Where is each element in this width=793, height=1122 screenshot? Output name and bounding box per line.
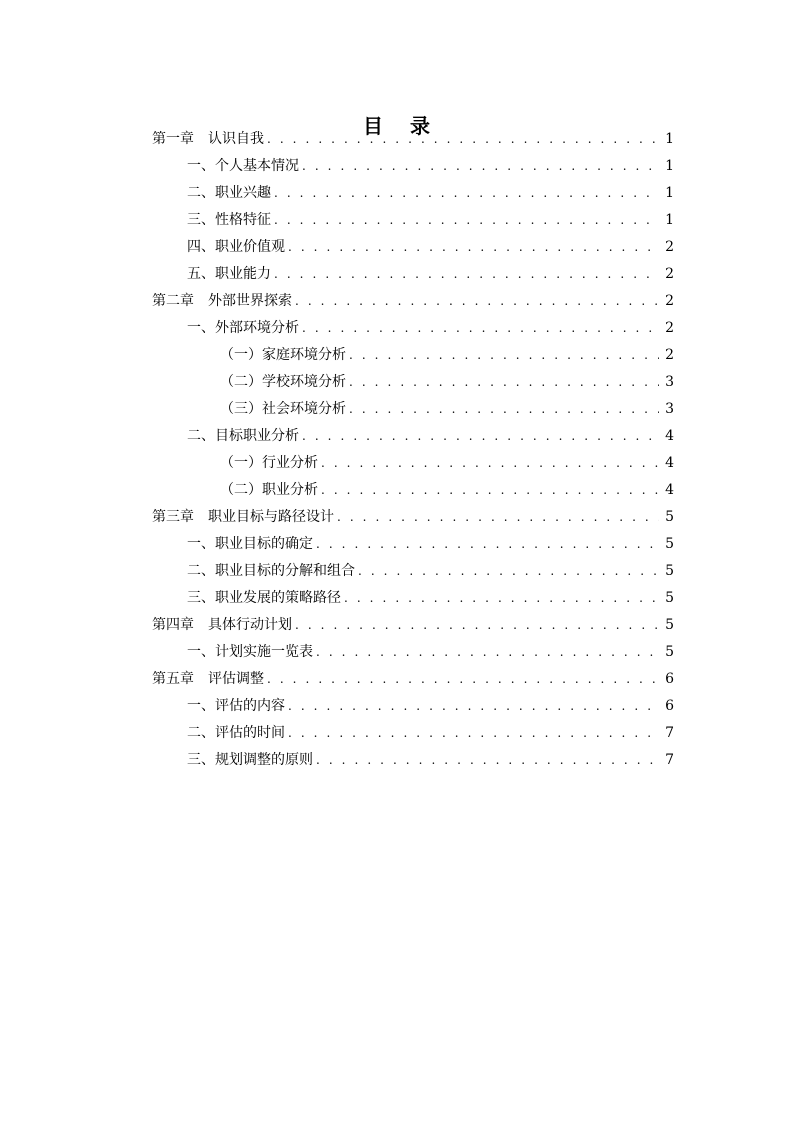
toc-entry-text: 一、计划实施一览表 — [187, 644, 313, 660]
toc-entry-text: 第二章 外部世界探索 — [152, 293, 292, 309]
toc-page-number: 5 — [665, 536, 674, 552]
toc-page-number: 5 — [665, 509, 674, 525]
toc-page-number: 5 — [665, 590, 674, 606]
toc-leader-dots — [274, 207, 659, 234]
toc-leader-dots — [321, 450, 659, 477]
toc-leader-dots — [295, 288, 659, 315]
toc-entry-text: 三、职业发展的策略路径 — [187, 590, 341, 606]
toc-entry-section[interactable] — [152, 693, 674, 720]
toc-entry-text: （一）行业分析 — [220, 455, 318, 471]
toc-leader-dots — [358, 558, 659, 585]
toc-entry-text: 第三章 职业目标与路径设计 — [152, 509, 334, 525]
toc-leader-dots — [288, 720, 659, 747]
toc-page-number: 5 — [665, 644, 674, 660]
toc-entry-text: （一）家庭环境分析 — [220, 347, 346, 363]
toc-entry-text: 二、职业目标的分解和组合 — [187, 563, 355, 579]
toc-leader-dots — [321, 477, 659, 504]
toc-page-number: 2 — [665, 293, 674, 309]
toc-entry-section[interactable] — [152, 639, 674, 666]
toc-page-number: 2 — [665, 266, 674, 282]
toc-leader-dots — [302, 153, 659, 180]
toc-entry-text: （二）学校环境分析 — [220, 374, 346, 390]
toc-entry-chapter[interactable] — [152, 504, 674, 531]
toc-entry-section[interactable] — [152, 153, 674, 180]
toc-leader-dots — [316, 639, 659, 666]
toc-page-number: 7 — [665, 725, 674, 741]
toc-entry-section[interactable] — [152, 747, 674, 774]
toc-leader-dots — [302, 315, 659, 342]
toc-entry-text: 四、职业价值观 — [187, 239, 285, 255]
toc-entry-text: 第四章 具体行动计划 — [152, 617, 292, 633]
toc-page-number: 7 — [665, 752, 674, 768]
toc-leader-dots — [295, 612, 659, 639]
toc-entry-section[interactable] — [152, 261, 674, 288]
toc-entry-section[interactable] — [152, 531, 674, 558]
toc-leader-dots — [344, 585, 659, 612]
toc-entry-text: （二）职业分析 — [220, 482, 318, 498]
toc-leader-dots — [274, 180, 659, 207]
toc-entry-text: 二、评估的时间 — [187, 725, 285, 741]
toc-page-number: 2 — [665, 239, 674, 255]
toc-page-number: 2 — [665, 320, 674, 336]
toc-entry-text: 一、评估的内容 — [187, 698, 285, 714]
toc-entry-section[interactable] — [152, 234, 674, 261]
toc-leader-dots — [267, 126, 659, 153]
toc-entry-text: （三）社会环境分析 — [220, 401, 346, 417]
toc-entry-subsection[interactable] — [152, 396, 674, 423]
toc-entry-text: 一、个人基本情况 — [187, 158, 299, 174]
toc-leader-dots — [349, 342, 659, 369]
toc-entry-section[interactable] — [152, 558, 674, 585]
toc-page-number: 2 — [665, 347, 674, 363]
toc-entry-subsection[interactable] — [152, 369, 674, 396]
toc-entry-text: 五、职业能力 — [187, 266, 271, 282]
toc-page-number: 5 — [665, 617, 674, 633]
toc-entry-text: 二、目标职业分析 — [187, 428, 299, 444]
toc-leader-dots — [302, 423, 659, 450]
toc-leader-dots — [288, 693, 659, 720]
toc-page-number: 6 — [665, 671, 674, 687]
toc-leader-dots — [349, 396, 659, 423]
toc-entry-text: 第五章 评估调整 — [152, 671, 264, 687]
toc-page-number: 4 — [665, 428, 674, 444]
toc-list — [152, 126, 674, 774]
toc-leader-dots — [316, 747, 659, 774]
toc-entry-text: 三、规划调整的原则 — [187, 752, 313, 768]
toc-entry-section[interactable] — [152, 720, 674, 747]
toc-entry-section[interactable] — [152, 207, 674, 234]
toc-page-number: 5 — [665, 563, 674, 579]
toc-entry-chapter[interactable] — [152, 288, 674, 315]
toc-title: 目 录 — [363, 114, 440, 139]
toc-entry-subsection[interactable] — [152, 342, 674, 369]
toc-entry-chapter[interactable] — [152, 666, 674, 693]
toc-page-number: 1 — [665, 158, 674, 174]
toc-page-number: 4 — [665, 482, 674, 498]
toc-entry-section[interactable] — [152, 585, 674, 612]
toc-entry-subsection[interactable] — [152, 450, 674, 477]
toc-entry-text: 二、职业兴趣 — [187, 185, 271, 201]
toc-leader-dots — [274, 261, 659, 288]
toc-entry-text: 第一章 认识自我 — [152, 131, 264, 147]
toc-entry-section[interactable] — [152, 423, 674, 450]
toc-page-number: 1 — [665, 131, 674, 147]
toc-entry-subsection[interactable] — [152, 477, 674, 504]
toc-page-number: 4 — [665, 455, 674, 471]
toc-page-number: 1 — [665, 212, 674, 228]
toc-leader-dots — [267, 666, 659, 693]
toc-page-number: 3 — [665, 374, 674, 390]
toc-leader-dots — [349, 369, 659, 396]
toc-page-number: 6 — [665, 698, 674, 714]
toc-entry-section[interactable] — [152, 180, 674, 207]
toc-entry-text: 三、性格特征 — [187, 212, 271, 228]
toc-entry-text: 一、外部环境分析 — [187, 320, 299, 336]
toc-entry-chapter[interactable] — [152, 126, 674, 153]
toc-entry-chapter[interactable] — [152, 612, 674, 639]
toc-leader-dots — [316, 531, 659, 558]
toc-leader-dots — [337, 504, 659, 531]
toc-page-number: 3 — [665, 401, 674, 417]
toc-page-number: 1 — [665, 185, 674, 201]
toc-leader-dots — [288, 234, 659, 261]
toc-entry-section[interactable] — [152, 315, 674, 342]
toc-entry-text: 一、职业目标的确定 — [187, 536, 313, 552]
